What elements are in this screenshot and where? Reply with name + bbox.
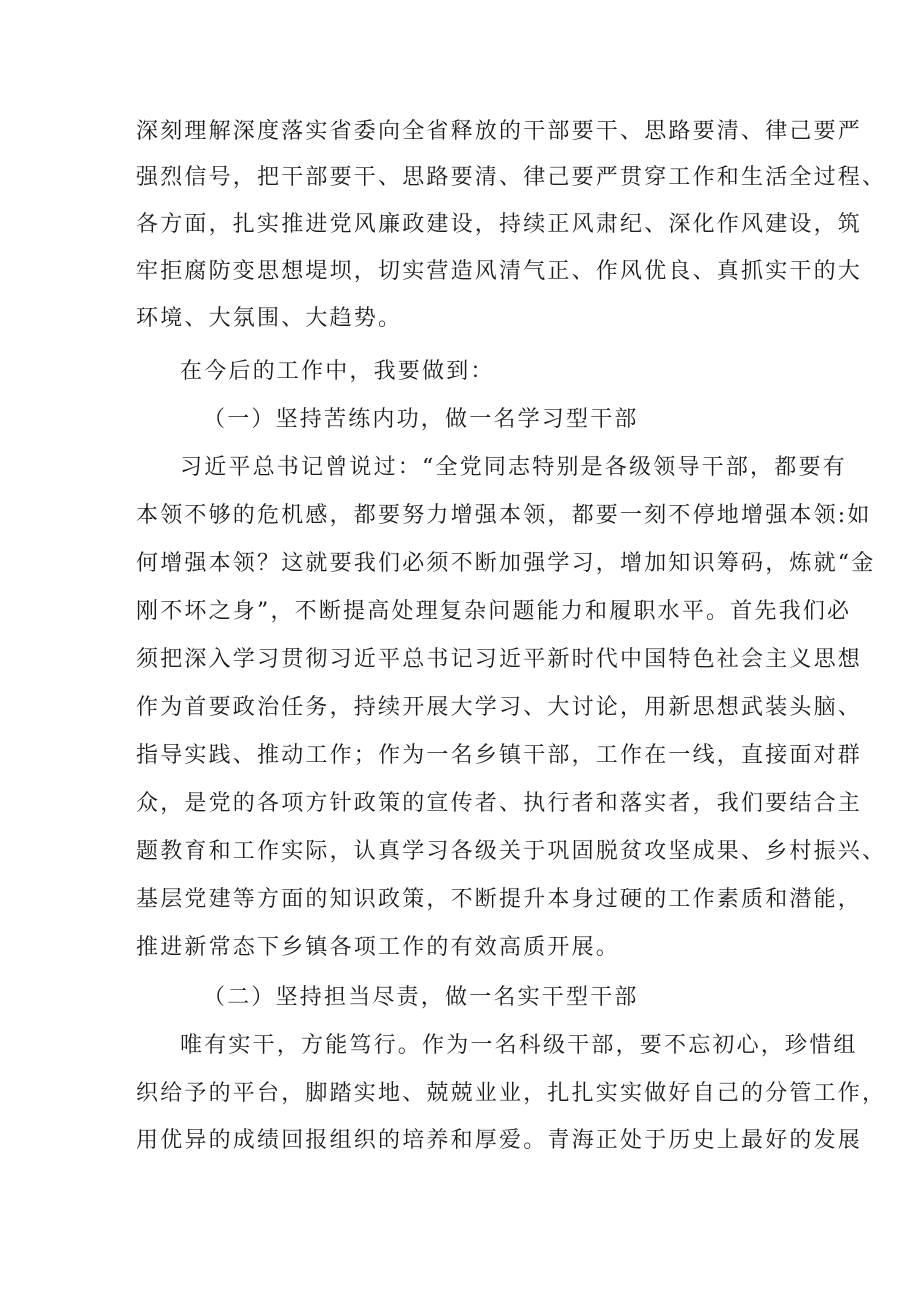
body-line: 何增强本领？这就要我们必须不断加强学习，增加知识筹码，炼就“金 (136, 551, 876, 576)
section-heading-2: （二）坚持担当尽责，做一名实干型干部 (203, 985, 639, 1010)
body-line: 深刻理解深度落实省委向全省释放的干部要干、思路要清、律己要严 (136, 119, 863, 144)
body-line: 牢拒腐防变思想堤坝，切实营造风清气正、作风优良、真抓实干的大 (136, 259, 863, 284)
body-line: 众，是党的各项方针政策的宣传者、执行者和落实者，我们要结合主 (136, 791, 863, 816)
body-line: 作为首要政治任务，持续开展大学习、大讨论，用新思想武装头脑、 (136, 695, 863, 720)
body-line: 题教育和工作实际，认真学习各级关于巩固脱贫攻坚成果、乡村振兴、 (136, 839, 887, 864)
body-line: 唯有实干，方能笃行。作为一名科级干部，要不忘初心，珍惜组 (180, 1033, 858, 1058)
body-line: 基层党建等方面的知识政策，不断提升本身过硬的工作素质和潜能， (136, 887, 863, 912)
body-line: 环境、大氛围、大趋势。 (136, 306, 403, 331)
body-line: 须把深入学习贯彻习近平总书记习近平新时代中国特色社会主义思想 (136, 647, 863, 672)
body-line: 指导实践、推动工作；作为一名乡镇干部，工作在一线，直接面对群 (136, 743, 863, 768)
body-line: 本领不够的危机感，都要努力增强本领，都要一刻不停地增强本领:如 (136, 503, 872, 528)
body-line: 刚不坏之身”，不断提高处理复杂问题能力和履职水平。首先我们必 (136, 599, 852, 624)
body-line: 推进新常态下乡镇各项工作的有效高质开展。 (136, 935, 621, 960)
body-line: 织给予的平台，脚踏实地、兢兢业业，扎扎实实做好自己的分管工作， (136, 1081, 887, 1106)
body-line: 强烈信号，把干部要干、思路要清、律己要严贯穿工作和生活全过程、 (136, 165, 887, 190)
paragraph-intro: 在今后的工作中，我要做到： (180, 359, 495, 384)
body-line: 用优异的成绩回报组织的培养和厚爱。青海正处于历史上最好的发展 (136, 1128, 863, 1153)
section-heading-1: （一）坚持苦练内功，做一名学习型干部 (203, 407, 639, 432)
body-line: 习近平总书记曾说过：“全党同志特别是各级领导干部，都要有 (180, 455, 847, 480)
body-line: 各方面，扎实推进党风廉政建设，持续正风肃纪、深化作风建设，筑 (136, 212, 863, 237)
